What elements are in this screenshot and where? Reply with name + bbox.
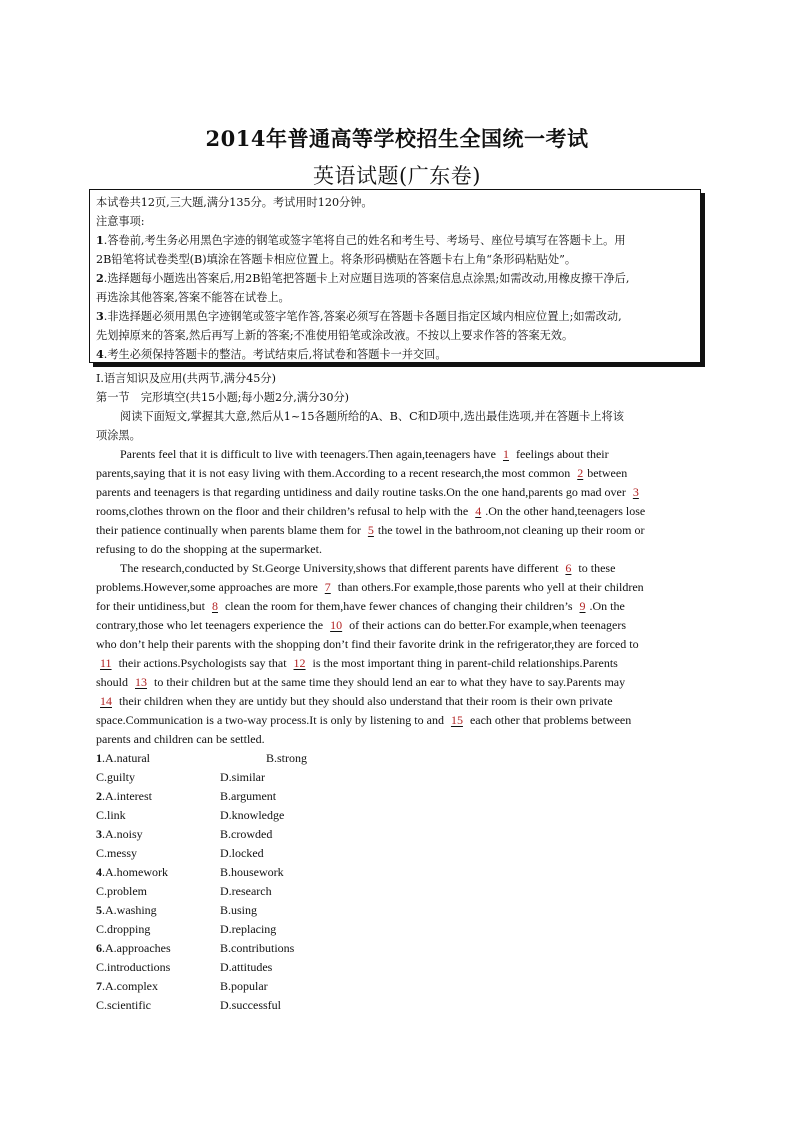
question-number: 6 bbox=[96, 941, 102, 955]
passage-line: parents and children can be settled. bbox=[96, 732, 265, 746]
notice-line: 本试卷共12页,三大题,满分135分。考试用时120分钟。 bbox=[96, 196, 373, 209]
option-d: D.successful bbox=[220, 998, 281, 1012]
option-a: .A.natural bbox=[102, 751, 150, 765]
option-b: B.popular bbox=[220, 979, 268, 993]
option-d: D.similar bbox=[220, 770, 265, 784]
question-number: 4 bbox=[96, 865, 102, 879]
passage-line: refusing to do the shopping at the supermarket. bbox=[96, 542, 322, 556]
option-row bbox=[96, 996, 696, 1015]
blank-5: 5 bbox=[367, 523, 374, 537]
notice-item-cont: 先划掉原来的答案,然后再写上新的答案;不准使用铅笔或涂改液。不按以上要求作答的答案无效。 bbox=[96, 329, 574, 342]
notice-item-number: 4 bbox=[96, 347, 104, 361]
notice-item bbox=[96, 269, 694, 288]
option-c: C.dropping bbox=[96, 922, 151, 936]
passage-line: 14 their children when they are untidy but they should also understand that their room is their own private bbox=[96, 692, 696, 711]
notice-item-text: .选择题每小题选出答案后,用2B铅笔把答题卡上对应题目选项的答案信息点涂黑;如需改动,用橡皮擦干净后, bbox=[103, 272, 630, 285]
passage-line: for their untidiness,but 8 clean the room for them,have fewer chances of changing their children’s 9 .On the bbox=[96, 599, 625, 613]
blank-11: 11 bbox=[100, 656, 112, 670]
question-number: 2 bbox=[96, 789, 102, 803]
section-instructions-cont: 项涂黑。 bbox=[96, 429, 141, 442]
passage-line: 11 their actions.Psychologists say that 12 is the most important thing in parent-child relationships.Parents bbox=[96, 654, 696, 673]
blank-10: 10 bbox=[330, 618, 343, 632]
option-b: B.contributions bbox=[220, 941, 295, 955]
passage-line: contrary,those who let teenagers experience the 10 of their actions can do better.For example,when teenagers bbox=[96, 618, 627, 632]
notice-item-text: .考生必须保持答题卡的整洁。考试结束后,将试卷和答题卡一并交回。 bbox=[103, 348, 447, 361]
option-d: D.knowledge bbox=[220, 808, 285, 822]
notice-item-text: .非选择题必须用黑色字迹钢笔或签字笔作答,答案必须写在答题卡各题目指定区域内相应位置上;如需改动, bbox=[103, 310, 622, 323]
notice-item-number: 1 bbox=[96, 233, 104, 247]
section-instructions: 阅读下面短文,掌握其大意,然后从1~15各题所给的A、B、C和D项中,选出最佳选项,并在答题卡上将该 bbox=[120, 410, 624, 423]
option-a: .A.interest bbox=[102, 789, 152, 803]
option-c: C.link bbox=[96, 808, 126, 822]
passage-line: should 13 to their children but at the same time they should lend an ear to what they have to say.Parents may bbox=[96, 675, 626, 689]
blank-8: 8 bbox=[211, 599, 218, 613]
notice-item bbox=[96, 307, 694, 326]
notice-box bbox=[89, 189, 701, 363]
option-a: .A.approaches bbox=[102, 941, 171, 955]
option-a: .A.washing bbox=[102, 903, 157, 917]
passage-line: rooms,clothes thrown on the floor and their children’s refusal to help with the 4 .On the other hand,teenagers lose bbox=[96, 504, 646, 518]
question-number: 5 bbox=[96, 903, 102, 917]
blank-1: 1 bbox=[502, 447, 509, 461]
section-part-heading: Ⅰ.语言知识及应用(共两节,满分45分) bbox=[96, 372, 276, 385]
blank-6: 6 bbox=[565, 561, 572, 575]
option-c: C.guilty bbox=[96, 770, 136, 784]
notice-item-cont: 2B铅笔将试卷类型(B)填涂在答题卡相应位置上。将条形码横贴在答题卡右上角“条形码粘贴处”。 bbox=[96, 253, 577, 266]
option-row bbox=[96, 901, 696, 920]
question-number: 3 bbox=[96, 827, 102, 841]
option-b: B.strong bbox=[266, 751, 308, 765]
option-c: C.messy bbox=[96, 846, 138, 860]
option-row bbox=[96, 939, 696, 958]
notice-heading: 注意事项: bbox=[96, 215, 145, 228]
passage-line: parents and teenagers is that regarding untidiness and daily routine tasks.On the one hand,parents go mad over 3 bbox=[96, 483, 696, 502]
option-b: B.crowded bbox=[220, 827, 273, 841]
notice-item-number: 2 bbox=[96, 271, 104, 285]
passage-line: space.Communication is a two-way process.It is only by listening to and 15 each other that problems between bbox=[96, 713, 632, 727]
option-c: C.scientific bbox=[96, 998, 151, 1012]
question-number: 1 bbox=[96, 751, 102, 765]
notice-item bbox=[96, 345, 694, 364]
option-row bbox=[96, 825, 696, 844]
option-row bbox=[96, 787, 696, 806]
option-row bbox=[96, 958, 696, 977]
notice-item-number: 3 bbox=[96, 309, 104, 323]
passage-line: parents,saying that it is not easy living with them.According to a recent research,the most common 2 between bbox=[96, 466, 628, 480]
answer-options bbox=[96, 749, 696, 1015]
blank-3: 3 bbox=[632, 485, 639, 499]
passage-line: their patience continually when parents blame them for 5 the towel in the bathroom,not cleaning up their room or bbox=[96, 523, 645, 537]
passage-line: problems.However,some approaches are more 7 than others.For example,those parents who yell at their children bbox=[96, 580, 644, 594]
option-row bbox=[96, 882, 696, 901]
blank-12: 12 bbox=[293, 656, 306, 670]
option-b: B.using bbox=[220, 903, 258, 917]
cloze-passage bbox=[96, 445, 696, 749]
exam-title: 2014年普通高等学校招生全国统一考试 bbox=[205, 126, 589, 151]
section-body bbox=[96, 369, 696, 749]
option-row bbox=[96, 977, 696, 996]
option-a: .A.complex bbox=[102, 979, 158, 993]
section-sub-heading: 第一节 完形填空(共15小题;每小题2分,满分30分) bbox=[96, 391, 350, 404]
blank-4: 4 bbox=[475, 504, 482, 518]
option-d: D.research bbox=[220, 884, 272, 898]
option-b: B.argument bbox=[220, 789, 277, 803]
option-a: .A.homework bbox=[102, 865, 168, 879]
option-a: .A.noisy bbox=[102, 827, 143, 841]
option-b: B.housework bbox=[220, 865, 284, 879]
option-c: C.problem bbox=[96, 884, 147, 898]
option-row bbox=[96, 749, 696, 768]
passage-line: The research,conducted by St.George University,shows that different parents have different 6 to these bbox=[120, 561, 616, 575]
notice-item-cont: 再选涂其他答案,答案不能答在试卷上。 bbox=[96, 291, 290, 304]
passage-line: who don’t help their parents with the shopping don’t find their favorite drink in the refrigerator,they are forced to bbox=[96, 637, 639, 651]
option-row bbox=[96, 844, 696, 863]
exam-subtitle: 英语试题(广东卷) bbox=[313, 164, 481, 188]
notice-item-text: .答卷前,考生务必用黑色字迹的钢笔或签字笔将自己的姓名和考生号、考场号、座位号填写在答题卡上。用 bbox=[103, 234, 626, 247]
option-c: C.introductions bbox=[96, 960, 171, 974]
blank-2: 2 bbox=[577, 466, 584, 480]
option-row bbox=[96, 863, 696, 882]
option-d: D.attitudes bbox=[220, 960, 273, 974]
option-row bbox=[96, 920, 696, 939]
option-row bbox=[96, 768, 696, 787]
question-number: 7 bbox=[96, 979, 102, 993]
blank-14: 14 bbox=[100, 694, 112, 708]
blank-7: 7 bbox=[324, 580, 331, 594]
passage-line: Parents feel that it is difficult to live with teenagers.Then again,teenagers have 1 feelings about their bbox=[120, 447, 609, 461]
option-d: D.locked bbox=[220, 846, 264, 860]
option-d: D.replacing bbox=[220, 922, 277, 936]
blank-13: 13 bbox=[135, 675, 148, 689]
option-row bbox=[96, 806, 696, 825]
blank-9: 9 bbox=[579, 599, 586, 613]
notice-item bbox=[96, 231, 694, 250]
blank-15: 15 bbox=[450, 713, 463, 727]
